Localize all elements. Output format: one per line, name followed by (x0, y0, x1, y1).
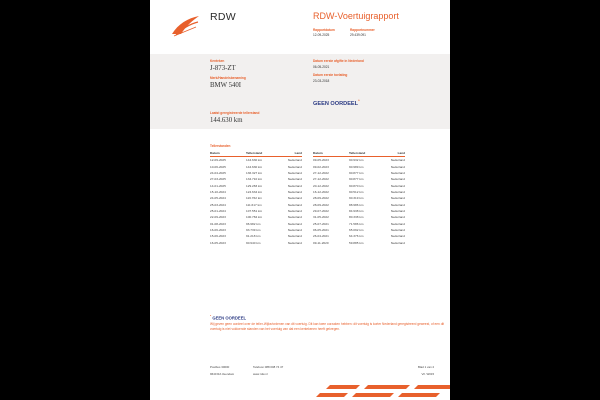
reading-country: Nederland (287, 171, 302, 176)
plate-value: J-873-ZT (210, 65, 236, 72)
reading-value: 91.218 km (246, 234, 261, 239)
reading-value: 88.986 km (349, 202, 364, 207)
table-header: Datum Tellerstand Land (313, 151, 405, 157)
reading-country: Nederland (287, 215, 302, 220)
reading-value: 59.885 km (349, 240, 364, 245)
reading-country: Nederland (287, 240, 302, 245)
reading-date: 15-06-2023 (210, 234, 226, 239)
reading-country: Nederland (287, 190, 302, 195)
reading-date: 27-03-2025 (210, 177, 226, 182)
mileage-label: Laatst geregistreerde tellerstand (210, 111, 260, 115)
reading-date: 14-01-2025 (210, 183, 226, 188)
readings-title: Tellerstanden (210, 144, 231, 148)
readings-table-left (210, 151, 302, 246)
reading-date: 25-01-2024 (210, 209, 226, 214)
footer-page: Blad 1 van 2 Vrl. W015 (418, 365, 435, 376)
model-label: Merk/Handelsbenaming (210, 76, 246, 80)
reading-country: Nederland (390, 171, 405, 176)
table-row (210, 240, 302, 246)
reading-value: 80.338 km (349, 215, 364, 220)
reading-date: 26-04-2021 (313, 234, 329, 239)
reading-value: 90.940 km (246, 240, 261, 245)
reading-country: Nederland (390, 202, 405, 207)
decorative-stripes-icon (290, 381, 450, 400)
report-title: RDW-Voertuigrapport (313, 11, 399, 21)
reading-value: 71.586 km (349, 221, 364, 226)
reading-value: 129.283 km (246, 183, 263, 188)
reading-value: 90.932 km (349, 158, 364, 163)
mileage-value: 144.630 km (210, 117, 243, 124)
reading-value: 100.784 km (246, 215, 263, 220)
reading-date: 12-09-2025 (210, 158, 226, 163)
reading-country: Nederland (390, 164, 405, 169)
first-admission-label: Datum eerste toelating (313, 73, 348, 77)
reading-date: 25-03-2024 (210, 202, 226, 207)
reading-date: 09-05-2023 (313, 158, 329, 163)
reading-country: Nederland (390, 221, 405, 226)
table-row (313, 240, 405, 246)
reading-country: Nederland (390, 190, 405, 195)
report-date: Rapportdatum 12-09-2025 (313, 28, 335, 37)
table-header: Datum Tellerstand Land (210, 151, 302, 157)
reading-value: 144.630 km (246, 164, 263, 169)
reading-date: 27-12-2022 (313, 177, 329, 182)
reading-value: 116.762 km (246, 196, 262, 201)
first-admission-value: 23-03-2018 (313, 79, 330, 83)
reading-date: 16-05-2023 (210, 240, 226, 245)
reading-date: 31-05-2022 (313, 215, 329, 220)
reading-value: 124.634 km (246, 190, 263, 195)
reading-value: 144.630 km (246, 158, 263, 163)
report-number: Rapportnummer 29.439.091 (350, 28, 375, 37)
reading-date: 15-10-2024 (210, 190, 226, 195)
reading-value: 134.710 km (246, 177, 263, 182)
reading-country: Nederland (287, 228, 302, 233)
reading-country: Nederland (287, 234, 302, 239)
readings-table-right (313, 151, 405, 246)
reading-value: 64.376 km (349, 234, 364, 239)
reading-date: 09-02-2023 (313, 164, 329, 169)
reading-value: 65.092 km (349, 228, 364, 233)
reading-value: 93.739 km (246, 228, 261, 233)
footnote-title: * GEEN OORDEEL (210, 314, 247, 321)
reading-value: 90.870 km (349, 183, 364, 188)
first-nl-value: 06-05-2021 (313, 65, 330, 69)
reading-country: Nederland (287, 177, 302, 182)
reading-date: 24-04-2025 (210, 171, 226, 176)
reading-date: 29-07-2022 (313, 209, 329, 214)
reading-date: 09-11-2020 (313, 240, 329, 245)
reading-value: 90.512 km (349, 190, 364, 195)
reading-value: 90.877 km (349, 171, 364, 176)
reading-value: 111.617 km (246, 202, 262, 207)
reading-country: Nederland (287, 209, 302, 214)
reading-date: 20-12-2022 (313, 183, 329, 188)
rdw-bird-logo-icon (170, 14, 200, 38)
reading-country: Nederland (390, 209, 405, 214)
reading-value: 107.551 km (246, 209, 263, 214)
brand-name: RDW (210, 11, 236, 23)
reading-country: Nederland (287, 221, 302, 226)
reading-country: Nederland (390, 183, 405, 188)
reading-country: Nederland (287, 202, 302, 207)
reading-country: Nederland (390, 196, 405, 201)
footer-address: Postbus 30000 9640 RA Veendam (210, 365, 235, 376)
reading-date: 27-12-2022 (313, 171, 329, 176)
plate-label: Kenteken (210, 59, 225, 63)
reading-value: 90.877 km (349, 177, 364, 182)
reading-country: Nederland (287, 164, 302, 169)
verdict-badge: GEEN OORDEEL* (313, 98, 360, 107)
reading-value: 84.938 km (349, 209, 364, 214)
reading-country: Nederland (390, 240, 405, 245)
reading-date: 22-09-2023 (210, 215, 226, 220)
reading-country: Nederland (390, 228, 405, 233)
reading-date: 01-08-2023 (210, 221, 226, 226)
reading-date: 28-09-2022 (313, 196, 329, 201)
reading-country: Nederland (390, 158, 405, 163)
reading-country: Nederland (287, 196, 302, 201)
reading-date: 10-06-2025 (210, 164, 226, 169)
reading-country: Nederland (287, 158, 302, 163)
footer-contact: Telefoon 088 008 74 47 www.rdw.nl (253, 365, 284, 376)
reading-date: 06-05-2021 (313, 228, 329, 233)
reading-date: 24-05-2024 (210, 196, 226, 201)
reading-value: 136.327 km (246, 171, 263, 176)
first-nl-label: Datum eerste afgifte in Nederland (313, 59, 364, 63)
model-value: BMW 540I (210, 82, 242, 89)
reading-date: 28-09-2022 (313, 202, 329, 207)
reading-value: 90.319 km (349, 196, 364, 201)
reading-country: Nederland (287, 183, 302, 188)
reading-country: Nederland (390, 177, 405, 182)
reading-value: 96.982 km (246, 221, 261, 226)
reading-date: 16-06-2023 (210, 228, 226, 233)
reading-country: Nederland (390, 234, 405, 239)
reading-country: Nederland (390, 215, 405, 220)
report-page (150, 0, 450, 400)
reading-value: 90.989 km (349, 164, 364, 169)
reading-date: 16-12-2022 (313, 190, 329, 195)
reading-date: 25-07-2021 (313, 221, 329, 226)
vehicle-summary-panel (150, 54, 450, 129)
footnote-text: Wij geven geen oordeel over de teller-Wijke/ordenen van dit voertuig. Dit kan twee oorzaken hebben: dit voertuig is korter Nederland geregistreerd geweest, of een dit voertuig is niet voldoende standen van het voertuig van dat een kentekenen heeft gekregen. (210, 322, 445, 331)
